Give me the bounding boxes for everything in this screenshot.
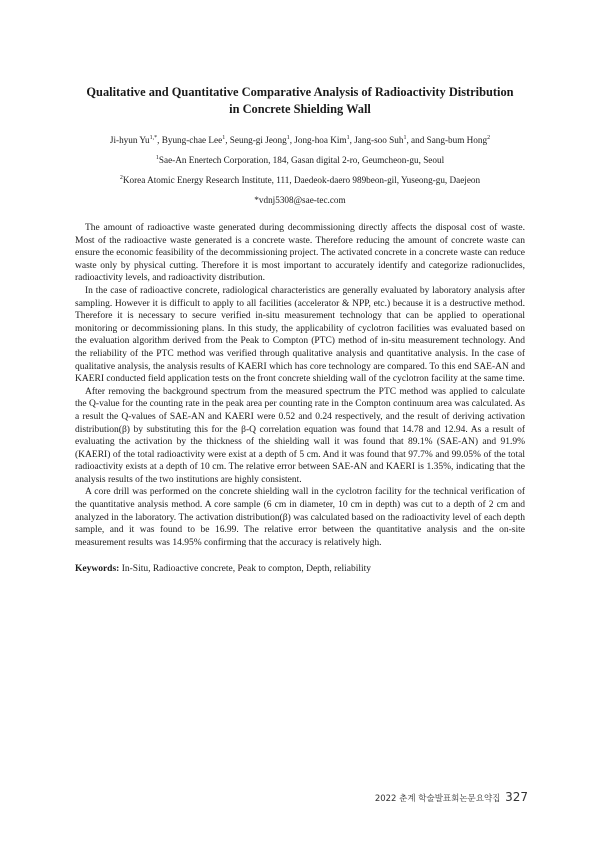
- author-superscript: 2: [487, 134, 491, 141]
- affiliation-2: [40, 174, 560, 187]
- page-number: 327: [505, 790, 528, 804]
- title-line-2: in Concrete Shielding Wall: [229, 102, 371, 116]
- author-superscript: 1: [222, 134, 226, 141]
- author-name: Jang-soo Suh: [354, 135, 404, 145]
- author-separator: ,: [289, 135, 295, 145]
- author-name: Ji-hyun Yu: [109, 135, 150, 145]
- author-separator: ,: [157, 135, 162, 145]
- keywords: [75, 563, 525, 576]
- author-separator: , and: [406, 135, 427, 145]
- author-superscript: 1,*: [149, 134, 158, 141]
- paragraph: The amount of radioactive waste generated during decommissioning directly affects the disposal cost of waste. Most of the radioactive waste generated is a concrete waste. Therefore reducing the amount of concrete waste can ensure the economic feasibility of the decommissioning project. The activated concrete in a concrete waste can reduce waste only by physical cutting. Therefore it is most important to accurately identify and categorize radionuclides, radioactivity levels, and radioactivity distribution.: [75, 223, 525, 284]
- paragraph: In the case of radioactive concrete, radiological characteristics are generally evaluated by laboratory analysis after sampling. However it is difficult to apply to all facilities (accelerator & NPP, etc.) because it is a destructive method. Therefore it is necessary to secure verified in-situ measurement technology that can be applied to operational monitoring or decommissioning plans. In this study, the applicability of cyclotron facilities was evaluated based on the evaluation algorithm derived from the Peak to Compton (PTC) method of in-situ measurement technology. And the reliability of the PTC method was verified through qualitative analysis and quantitative analysis. In the case of qualitative analysis, the analysis results of KAERI which has core technology are compared. To this end SAE-AN and KAERI conducted field application tests on the front concrete shielding wall of the cyclotron facility at the same time.: [75, 285, 525, 385]
- abstract-body: [75, 222, 525, 576]
- author-name: Seung-gi Jeong: [229, 135, 287, 145]
- author-list: [40, 134, 560, 147]
- author-superscript: 1: [346, 134, 350, 141]
- affiliation-text: Sae-An Enertech Corporation, 184, Gasan digital 2-ro, Geumcheon-gu, Seoul: [158, 155, 445, 165]
- keywords-text: In-Situ, Radioactive concrete, Peak to compton, Depth, reliability: [119, 564, 372, 575]
- author-superscript: 1: [403, 134, 407, 141]
- affiliation-text: Korea Atomic Energy Research Institute, 111, Daedeok-daero 989beon-gil, Yuseong-gu, Daejeon: [122, 175, 481, 185]
- title-line-1: Qualitative and Quantitative Comparative Analysis of Radioactivity Distribution: [86, 85, 514, 99]
- author-name: Byung-chae Lee: [161, 135, 223, 145]
- corresponding-email: *vdnj5308@sae-tec.com: [254, 195, 346, 205]
- author-separator: ,: [349, 135, 355, 145]
- author-separator: ,: [225, 135, 230, 145]
- page-footer: [375, 790, 528, 804]
- keywords-label: Keywords:: [75, 564, 120, 575]
- affiliation-superscript: 1: [155, 154, 159, 161]
- author-superscript: 1: [286, 134, 290, 141]
- author-name: Sang-bum Hong: [426, 135, 488, 145]
- author-name: Jong-hoa Kim: [294, 135, 347, 145]
- affiliation-1: [40, 154, 560, 167]
- footer-proceedings-title: 2022 춘계 학술발표회논문요약집: [374, 794, 501, 804]
- affiliation-superscript: 2: [119, 174, 123, 181]
- paragraph: A core drill was performed on the concrete shielding wall in the cyclotron facility for the technical verification of the quantitative analysis method. A core sample (6 cm in diameter, 10 cm in depth) was cut to a depth of 2 cm and analyzed in the laboratory. The activation distribution(β) was calculated based on the radioactivity level of each depth sample, and it was found to be 16.99. The relative error between the quantitative analysis and the on-site measurement results was 14.95% confirming that the accuracy is relatively high.: [75, 487, 525, 548]
- paragraph: After removing the background spectrum from the measured spectrum the PTC method was applied to calculate the Q-value for the counting rate in the peak area per counting rate in the Compton continuum area was calculated. As a result the Q-values of SAE-AN and KAERI were 0.52 and 0.24 respectively, and the result of deriving activation distribution(β) by substituting this for the β-Q correlation equation was found that 14.78 and 12.94. As a result of evaluating the activation by the thickness of the shielding wall it was found that 89.1% (SAE-AN) and 91.9% (KAERI) of the total radioactivity were exist at a depth of 5 cm. And it was found that 97.7% and 99.05% of the total radioactivity exists at a depth of 10 cm. The relative error between SAE-AN and KAERI is 1.35%, indicating that the analysis results of the two institutions are highly consistent.: [75, 386, 525, 485]
- paper-title: [60, 84, 540, 118]
